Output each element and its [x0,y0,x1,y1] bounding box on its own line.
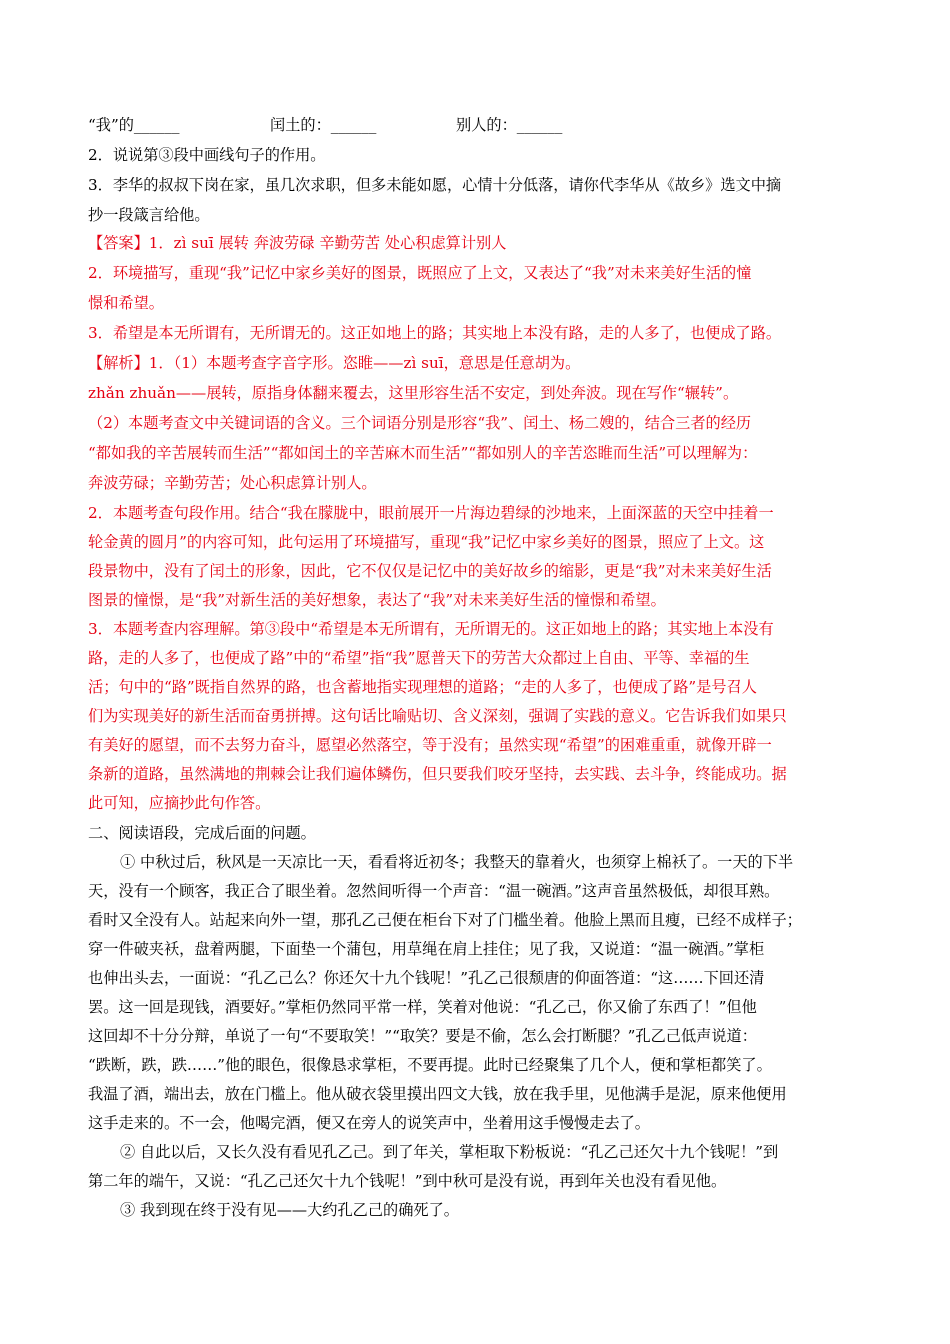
analysis-line: “都如我的辛苦展转而生活”“都如闰土的辛苦麻木而生活”“都如别人的辛苦恣睢而生活”可以理解为： [88,444,758,462]
passage-line: ③ 我到现在终于没有见——大约孔乙己的确死了。 [120,1201,459,1219]
question-2: 2．说说第③段中画线句子的作用。 [88,146,326,164]
passage-line: ① 中秋过后，秋风是一天凉比一天，看看将近初冬；我整天的靠着火，也须穿上棉袄了。一天的下半 [120,853,794,871]
analysis-line-1: 【解析】1．（1）本题考查字音字形。恣睢——zì suī，意思是任意胡为。 [88,354,581,372]
fill-runtu: 闰土的：______ [270,116,377,134]
analysis-line: 奔波劳碌；辛勤劳苦；处心积虑算计别人。 [88,474,377,492]
question-3: 3．李华的叔叔下岗在家，虽几次求职，但多未能如愿，心情十分低落，请你代李华从《故乡》选文中摘 [88,176,782,194]
passage-line: 这手走来的。不一会，他喝完酒，便又在旁人的说笑声中，坐着用这手慢慢走去了。 [88,1114,650,1132]
analysis-line: 2．本题考查句段作用。结合“我在朦胧中，眼前展开一片海边碧绿的沙地来，上面深蓝的天空中挂着一 [88,504,774,522]
answer-line-2b: 憬和希望。 [88,294,164,312]
fill-bieren: 别人的：______ [456,116,563,134]
analysis-line: 轮金黄的圆月”的内容可知，此句运用了环境描写，重现“我”记忆中家乡美好的图景，照应了上文。这 [88,533,765,551]
passage-line: 我温了酒，端出去，放在门槛上。他从破衣袋里摸出四文大钱，放在我手里，见他满手是泥，原来他便用 [88,1085,787,1103]
analysis-line: 有美好的愿望，而不去努力奋斗，愿望必然落空，等于没有；虽然实现“希望”的困难重重，就像开辟一 [88,736,772,754]
analysis-line: 此可知，应摘抄此句作答。 [88,794,271,812]
analysis-line: 活；句中的“路”既指自然界的路，也含蓄地指实现理想的道路；“走的人多了，也便成了路”是号召人 [88,678,757,696]
analysis-line: 路，走的人多了，也便成了路”中的“希望”指“我”愿普天下的劳苦大众都过上自由、平等、幸福的生 [88,649,750,667]
answer-1: 1．zì suī 展转 奔波劳碌 辛勤劳苦 处心积虑算计别人 [148,234,507,252]
analysis-line: 们为实现美好的新生活而奋勇拼搏。这句话比喻贴切、含义深刻，强调了实践的意义。它告诉我们如果只 [88,707,787,725]
passage-line: ② 自此以后，又长久没有看见孔乙己。到了年关，掌柜取下粉板说：“孔乙己还欠十九个钱呢！”到 [120,1143,779,1161]
passage-line: 也伸出头去，一面说：“孔乙己么？你还欠十九个钱呢！”孔乙己很颓唐的仰面答道：“这……下回还清 [88,969,765,987]
passage-line: 看时又全没有人。站起来向外一望，那孔乙己便在柜台下对了门槛坐着。他脸上黑而且瘦，已经不成样子； [88,911,802,929]
analysis-line: zhǎn zhuǎn——展转，原指身体翻来覆去，这里形容生活不安定，到处奔波。现在写作“辗转”。 [88,384,739,402]
passage-line: 天，没有一个顾客，我正合了眼坐着。忽然间听得一个声音：“温一碗酒。”这声音虽然极低，却很耳熟。 [88,882,780,900]
passage-line: 罢。这一回是现钱，酒要好。”掌柜仍然同平常一样，笑着对他说：“孔乙己，你又偷了东西了！”但他 [88,998,757,1016]
section-2-heading: 二、阅读语段，完成后面的问题。 [88,824,316,842]
analysis-tag: 【解析】 [88,354,149,372]
passage-line: 第二年的端午，又说：“孔乙己还欠十九个钱呢！”到中秋可是没有说，再到年关也没有看见他。 [88,1172,727,1190]
passage-line: 穿一件破夹袄，盘着两腿，下面垫一个蒲包，用草绳在肩上挂住；见了我，又说道：“温一碗酒。”掌柜 [88,940,765,958]
analysis-line: 段景物中，没有了闰土的形象，因此，它不仅仅是记忆中的美好故乡的缩影，更是“我”对未来美好生活 [88,562,772,580]
passage-line: “跌断，跌，跌……”他的眼色，很像恳求掌柜，不要再提。此时已经聚集了几个人，便和掌柜都笑了。 [88,1056,772,1074]
fill-wo: “我”的______ [88,116,180,134]
answer-tag: 【答案】 [88,234,149,252]
analysis-line: （2）本题考查文中关键词语的含义。三个词语分别是形容“我”、闰土、杨二嫂的，结合三者的经历 [88,414,752,432]
answer-line-1 [88,233,878,253]
analysis-line: 3．本题考查内容理解。第③段中“希望是本无所谓有，无所谓无的。这正如地上的路；其实地上本没有 [88,620,774,638]
passage-line: 这回却不十分分辩，单说了一句“不要取笑！”“取笑？要是不偷，怎么会打断腿？”孔乙己低声说道： [88,1027,757,1045]
analysis-line: 条新的道路，虽然满地的荆棘会让我们遍体鳞伤，但只要我们咬牙坚持，去实践、去斗争，终能成功。据 [88,765,787,783]
question-3-cont: 抄一段箴言给他。 [88,206,210,224]
answer-line-3: 3．希望是本无所谓有，无所谓无的。这正如地上的路；其实地上本没有路，走的人多了，也便成了路。 [88,324,782,342]
answer-line-2a: 2．环境描写，重现“我”记忆中家乡美好的图景，既照应了上文，又表达了“我”对未来美好生活的憧 [88,264,752,282]
analysis-line: 图景的憧憬，是“我”对新生活的美好想象，表达了“我”对未来美好生活的憧憬和希望。 [88,591,666,609]
